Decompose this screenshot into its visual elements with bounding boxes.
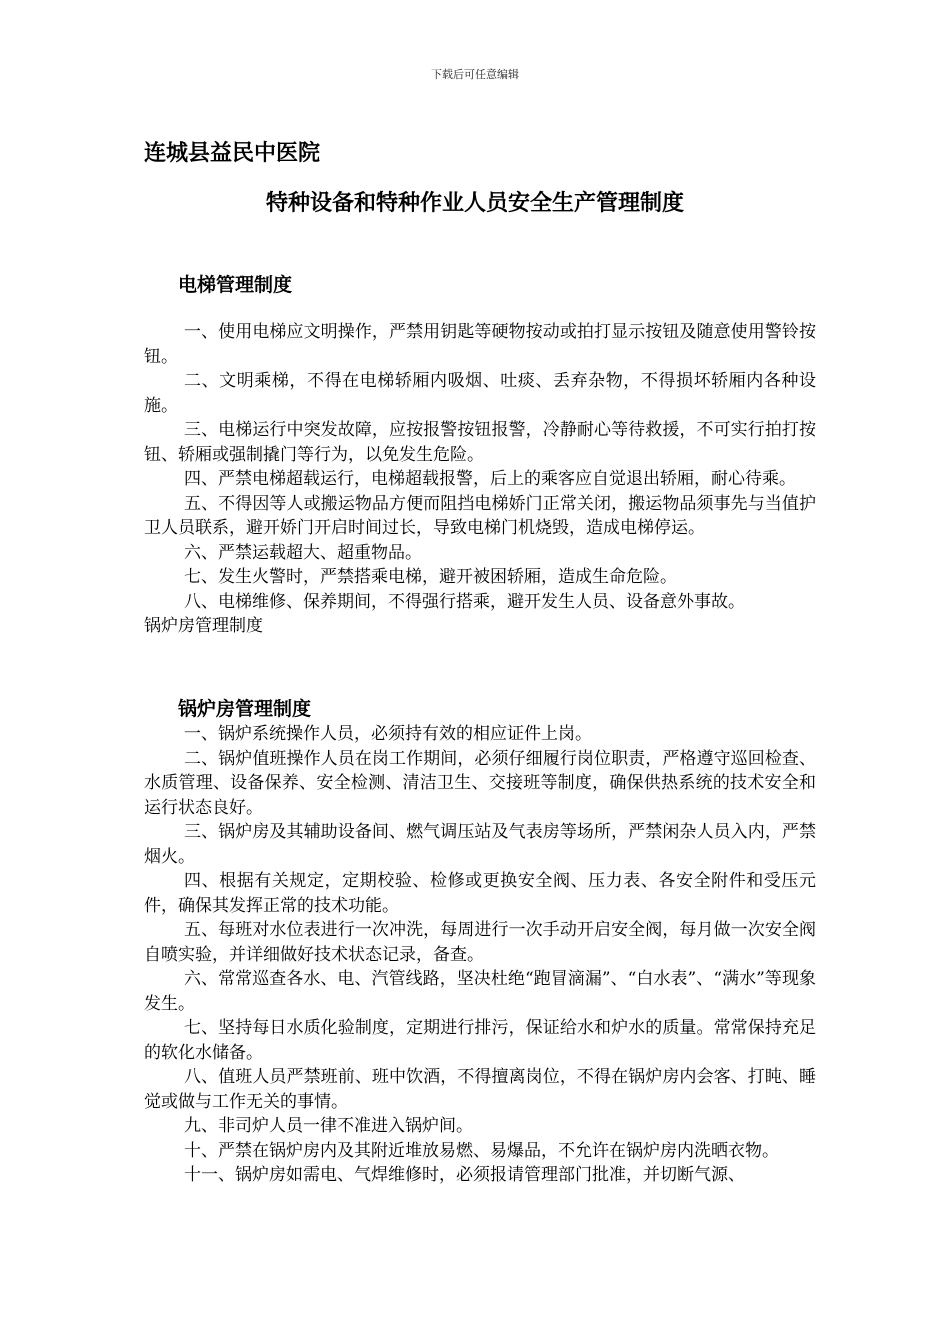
elevator-rule-8: 八、电梯维修、保养期间，不得强行搭乘，避开发生人员、设备意外事故。 bbox=[184, 591, 745, 612]
elevator-section bbox=[144, 272, 816, 639]
boiler-heading: 锅炉房管理制度 bbox=[178, 698, 312, 720]
boiler-rule-6: 六、常常巡查各水、电、汽管线路，坚决杜绝“跑冒滴漏”、“白水表”、“满水”等现象发生。 bbox=[144, 969, 816, 1014]
elevator-rule-6: 六、严禁运载超大、超重物品。 bbox=[184, 542, 422, 563]
elevator-rule-3: 三、电梯运行中突发故障，应按报警按钮报警，冷静耐心等待救援，不可实行拍打按钮、轿厢或强制撬门等行为，以免发生危险。 bbox=[144, 420, 816, 465]
elevator-rule-1: 一、使用电梯应文明操作，严禁用钥匙等硬物按动或拍打显示按钮及随意使用警铃按钮。 bbox=[144, 322, 816, 367]
boiler-rule-3: 三、锅炉房及其辅助设备间、燃气调压站及气表房等场所，严禁闲杂人员入内，严禁烟火。 bbox=[144, 822, 816, 867]
header-note: 下载后可任意编辑 bbox=[431, 68, 519, 81]
elevator-rule-2: 二、文明乘梯，不得在电梯轿厢内吸烟、吐痰、丢弃杂物，不得损坏轿厢内各种设施。 bbox=[144, 371, 816, 416]
boiler-rule-5: 五、每班对水位表进行一次冲洗，每周进行一次手动开启安全阀，每月做一次安全阀自喷实验，并详细做好技术状态记录，备查。 bbox=[144, 920, 816, 965]
boiler-rule-10: 十、严禁在锅炉房内及其附近堆放易燃、易爆品，不允许在锅炉房内洗晒衣物。 bbox=[184, 1140, 779, 1161]
elevator-heading: 电梯管理制度 bbox=[178, 274, 293, 296]
boiler-rule-8: 八、值班人员严禁班前、班中饮酒，不得擅离岗位，不得在锅炉房内会客、打盹、睡觉或做与工作无关的事情。 bbox=[144, 1067, 816, 1112]
document-title: 特种设备和特种作业人员安全生产管理制度 bbox=[265, 191, 684, 216]
boiler-rule-4: 四、根据有关规定，定期校验、检修或更换安全阀、压力表、各安全附件和受压元件，确保其发挥正常的技术功能。 bbox=[144, 871, 816, 916]
boiler-rule-1: 一、锅炉系统操作人员，必须持有效的相应证件上岗。 bbox=[184, 724, 592, 744]
elevator-rule-7: 七、发生火警时，严禁搭乘电梯，避开被困轿厢，造成生命危险。 bbox=[184, 567, 677, 587]
elevator-rule-4: 四、严禁电梯超载运行，电梯超载报警，后上的乘客应自觉退出轿厢，耐心待乘。 bbox=[184, 469, 796, 489]
boiler-rule-11: 十一、锅炉房如需电、气焊维修时，必须报请管理部门批准，并切断气源、 bbox=[184, 1165, 745, 1185]
boiler-rule-9: 九、非司炉人员一律不准进入锅炉间。 bbox=[184, 1116, 473, 1136]
boiler-section bbox=[144, 696, 816, 1188]
boiler-label: 锅炉房管理制度 bbox=[144, 616, 263, 636]
boiler-rule-2: 二、锅炉值班操作人员在岗工作期间，必须仔细履行岗位职责，严格遵守巡回检查、水质管理、设备保养、安全检测、清洁卫生、交接班等制度，确保供热系统的技术安全和运行状态良好。 bbox=[144, 748, 816, 818]
boiler-rule-7: 七、坚持每日水质化验制度，定期进行排污，保证给水和炉水的质量。常常保持充足的软化水储备。 bbox=[144, 1018, 816, 1063]
elevator-rule-5: 五、不得因等人或搬运物品方便而阻挡电梯娇门正常关闭，搬运物品须事先与当值护卫人员联系，避开娇门开启时间过长，导致电梯门机烧毁，造成电梯停运。 bbox=[144, 493, 816, 538]
hospital-name: 连城县益民中医院 bbox=[144, 141, 321, 166]
